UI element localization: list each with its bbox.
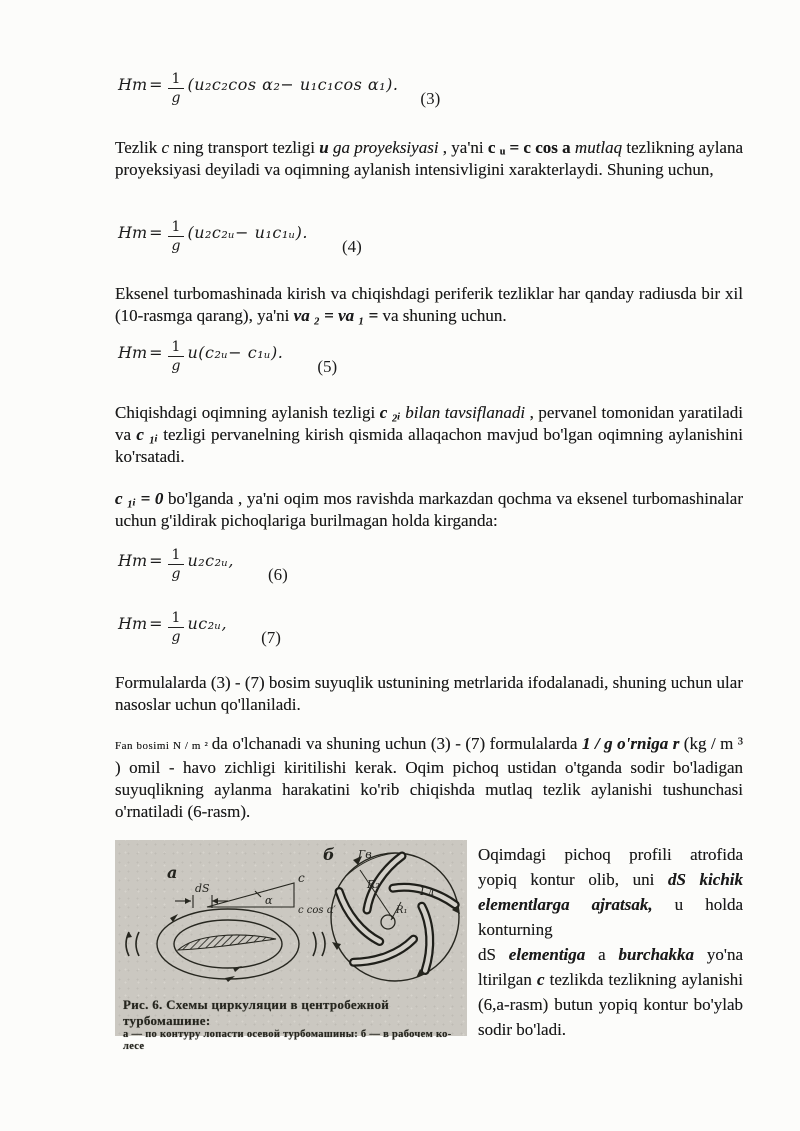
equals-sign: = xyxy=(149,614,163,633)
impeller-diagram xyxy=(328,853,460,983)
fraction-numerator: 1 xyxy=(168,220,185,237)
formula-rhs: uc₂ᵤ, xyxy=(187,614,228,633)
equals-sign: = xyxy=(149,551,163,570)
formula-5 xyxy=(118,339,338,376)
fig-label-c: c xyxy=(298,871,305,885)
formula-rhs: (u₂c₂ᵤ− u₁c₁ᵤ). xyxy=(187,223,308,242)
fig-label-b: б xyxy=(323,845,335,864)
figure-caption xyxy=(115,995,467,1053)
paragraph: dS elementiga a burchakka yo'na ltirilgan c tezlikda tezlikning aylanishi (6,a-rasm) butun yopiq kontur bo'ylab sodir bo'ladi. xyxy=(478,945,743,1039)
formula-3 xyxy=(118,71,441,108)
paragraph: Oqimdagi pichoq profili atrofida yopiq kontur olib, uni dS kichik elementlarga ajratsak, u holda konturning xyxy=(478,845,743,939)
formula-lhs: Hm xyxy=(118,614,148,633)
figure-caption-line2: а — по контуру лопасти осевой турбомашины: б — в рабочем ко- xyxy=(123,1029,452,1040)
fraction xyxy=(168,340,185,373)
figure-side-text xyxy=(478,842,743,1042)
figure-caption-title: Рис. 6. Схемы циркуляции в центробежной турбомашине: xyxy=(123,997,390,1028)
fraction-denominator: g xyxy=(171,358,181,374)
paragraph: c ₁ᵢ = 0 bo'lganda , ya'ni oqim mos ravishda markazdan qochma va eksenel turbomashinalar uchun g'ildirak pichoqlariga burilmagan holda kirganda: xyxy=(115,489,743,530)
fraction-denominator: g xyxy=(171,566,181,582)
equation-number: (5) xyxy=(317,357,338,376)
equals-sign: = xyxy=(149,343,163,362)
formula-lhs: Hm xyxy=(118,223,148,242)
fraction xyxy=(168,548,185,581)
fraction-numerator: 1 xyxy=(168,72,185,89)
fig-label-gamma-l: Гл xyxy=(420,885,435,898)
formula-7 xyxy=(118,610,281,647)
fraction-numerator: 1 xyxy=(168,340,185,357)
equation-number: (4) xyxy=(341,237,362,256)
paragraph: Chiqishdagi oqimning aylanish tezligi c ₂ᵢ bilan tavsiflanadi , pervanel tomonidan yaratiladi va c ₁ᵢ tezligi pervanelning kirish qismida allaqachon mavjud bo'lgan oqimning aylanishini ko'rsatadi. xyxy=(115,403,743,466)
paragraph: Eksenel turbomashinada kirish va chiqishdagi periferik tezliklar har qanday radiusda bir xil (10-rasmga qarang), ya'ni va ₂ = va ₁ = va shuning uchun. xyxy=(115,284,743,325)
paragraph: Tezlik c ning transport tezligi u ga proyeksiyasi , ya'ni c ᵤ = c cos a mutlaq tezlikning aylana proyeksiyasi deyiladi va oqimning aylanish intensivligini xarakterlaydi. Shuning uchun, xyxy=(115,138,744,179)
formula-lhs: Hm xyxy=(118,551,148,570)
paragraph: Formulalarda (3) - (7) bosim suyuqlik ustunining metrlarida ifodalanadi, shuning uchun ular nasoslar uchun qo'llaniladi. xyxy=(115,673,743,714)
fraction-denominator: g xyxy=(171,238,181,254)
formula-rhs: (u₂c₂cos α₂− u₁c₁cos α₁). xyxy=(187,75,399,94)
fraction-denominator: g xyxy=(171,90,181,106)
equation-number: (6) xyxy=(268,565,288,584)
blade-contour-diagram xyxy=(126,883,325,982)
fig-label-a: a xyxy=(167,863,178,882)
formula-lhs: Hm xyxy=(118,75,148,94)
airfoil-profile xyxy=(178,935,276,950)
formula-4 xyxy=(118,219,362,256)
equation-number: (7) xyxy=(261,628,281,647)
fig-label-alpha: α xyxy=(265,894,273,907)
fraction-numerator: 1 xyxy=(168,548,185,565)
formula-6 xyxy=(118,547,288,584)
fig-label-r2: R₂ xyxy=(367,878,380,891)
fraction xyxy=(168,611,185,644)
fraction xyxy=(168,220,185,253)
fig-label-gamma-v: Гв xyxy=(358,848,372,861)
equals-sign: = xyxy=(149,75,163,94)
formula-rhs: u(c₂ᵤ− c₁ᵤ). xyxy=(187,343,284,362)
fraction-numerator: 1 xyxy=(168,611,185,628)
fig-label-ds: dS xyxy=(195,882,210,895)
equals-sign: = xyxy=(149,223,163,242)
fraction xyxy=(168,72,185,105)
formula-lhs: Hm xyxy=(118,343,148,362)
fraction-denominator: g xyxy=(171,629,181,645)
fig-label-ccos: c cos α′ xyxy=(298,905,336,916)
formula-rhs: u₂c₂ᵤ, xyxy=(187,551,235,570)
equation-number: (3) xyxy=(420,89,441,108)
fig-label-r1: R₁ xyxy=(396,905,408,916)
figure-6-diagram xyxy=(115,840,467,990)
paragraph: Fan bosimi N / m ² da o'lchanadi va shuning uchun (3) - (7) formulalarda 1 / g o'rniga r (kg / m ³ ) omil - havo zichligi kiritilishi kerak. Oqim pichoq ustidan o'tganda sodir bo'ladigan suyuqlikning aylanma harakatini ko'rib chiqishda mutlaq tezlik aylanishi tushunchasi o'rnatiladi (6-rasm). xyxy=(115,734,743,821)
figure-caption-line3: лесе xyxy=(123,1041,145,1052)
figure-6 xyxy=(115,840,467,1052)
